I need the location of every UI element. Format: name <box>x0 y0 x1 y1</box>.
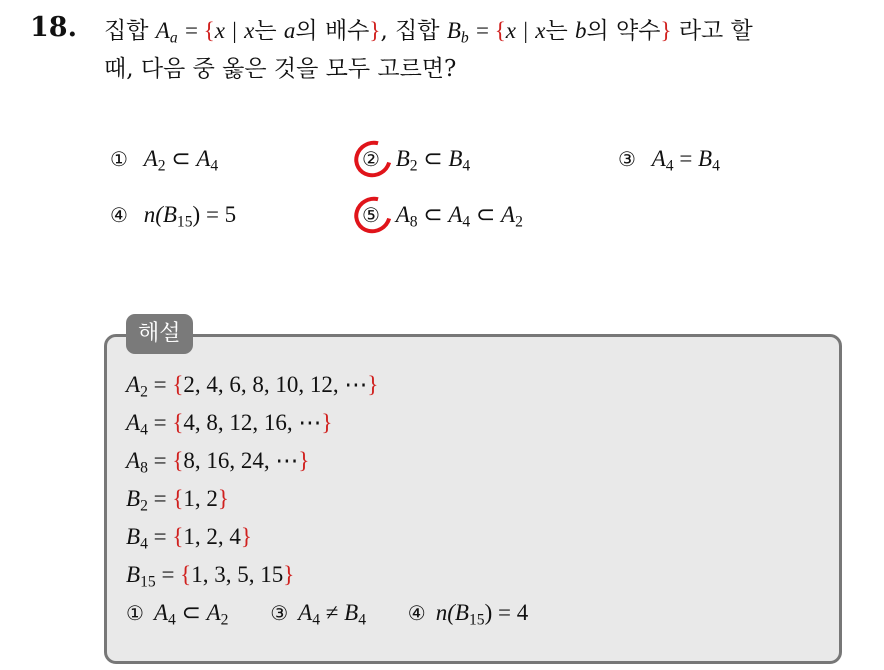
question-text <box>104 12 874 88</box>
choice-number: ② <box>362 147 380 171</box>
question-line-1: 집합 $A_a = \{x$ | x는 a의 배수}, 집합 $B_b = \{x$ | x는 b의 약수} 라고 할 <box>104 18 753 47</box>
choice-2[interactable]: ② $B_2$ ⊂ $B_4$ <box>362 146 471 175</box>
choice-number: ④ <box>110 203 128 227</box>
question-part: 집합 <box>104 18 149 44</box>
choice-3[interactable]: ③ $A_4 = B_4$ <box>618 146 720 175</box>
choice-number: ① <box>110 147 128 171</box>
solution-line-b15: $B_{15} = \{1$, 3, 5, 15} <box>126 562 295 591</box>
question-line-2: 때, 다음 중 옳은 것을 모두 고르면? <box>104 56 457 82</box>
solution-label: 해설 <box>126 314 193 354</box>
question-part: , 집합 <box>380 18 440 44</box>
problem-number: 18. <box>30 12 77 43</box>
answer-item: ① $A_4$ ⊂ $A_2$ <box>126 600 229 629</box>
choice-number: ⑤ <box>362 203 380 227</box>
set-b-name: $B_b$ <box>446 18 469 47</box>
question-part: 의 배수 <box>295 18 370 44</box>
set-a-name: $A_a$ <box>155 18 178 47</box>
solution-content <box>126 366 564 632</box>
choice-5[interactable]: ⑤ $A_8$ ⊂ $A_4$ ⊂ $A_2$ <box>362 202 523 231</box>
solution-line-a2: $A_2 = \{2$, 4, 6, 8, 10, 12, ⋯} <box>126 372 379 401</box>
answer-item: ③ $A_4 \ne B_4$ <box>270 600 367 629</box>
condition-b: 는 <box>545 18 568 44</box>
solution-line-b2: $B_2 = \{1$, 2} <box>126 486 229 515</box>
choice-4[interactable]: ④ $n(B_{15}) = 5$ <box>110 202 237 231</box>
solution-answer-line <box>126 594 564 632</box>
question-part: 의 약수 <box>586 18 661 44</box>
choice-1[interactable]: ① $A_2$ ⊂ $A_4$ <box>110 146 219 175</box>
solution-line-a4: $A_4 = \{4$, 8, 12, 16, ⋯} <box>126 410 333 439</box>
answer-item: ④ $n(B_{15}) = 4$ <box>407 600 529 629</box>
question-part: 라고 할 <box>678 18 753 44</box>
condition-a: 는 <box>254 18 277 44</box>
choice-number: ③ <box>618 147 636 171</box>
solution-line-b4: $B_4 = \{1$, 2, 4} <box>126 524 252 553</box>
solution-line-a8: $A_8 = \{8$, 16, 24, ⋯} <box>126 448 310 477</box>
